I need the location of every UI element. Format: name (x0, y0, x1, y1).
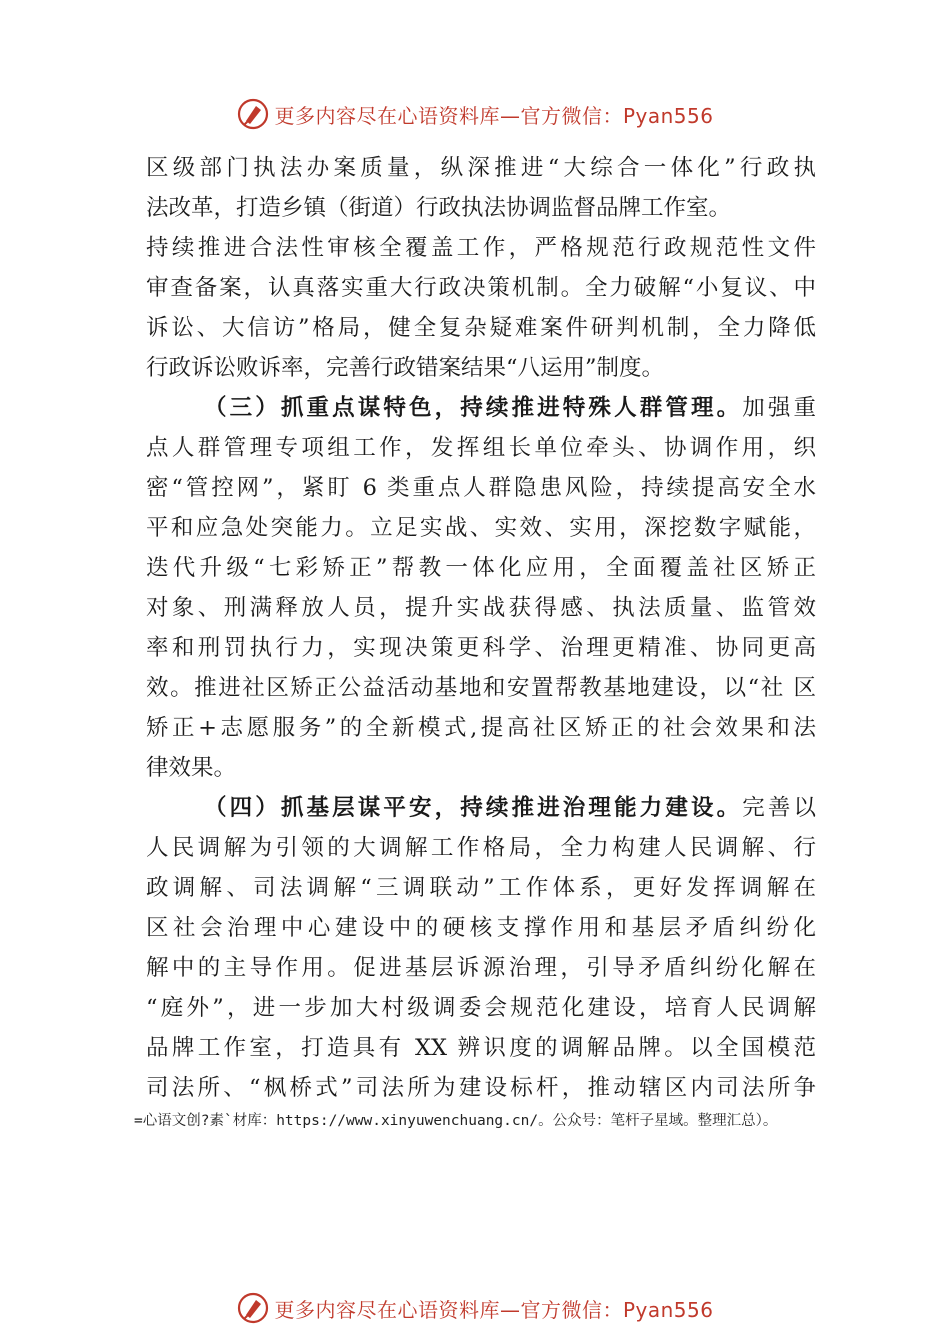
source-footnote: =心语文创?素`材库：https://www.xinyuwenchuang.cn/。公众号：笔杆子星域。整理汇总）。 (134, 1113, 778, 1129)
line-text: 持续推进合法性审核全覆盖工作，严格规范行政规范性文件 (146, 235, 816, 261)
banner-text: 更多内容尽在心语资料库—官方微信：Pyan556 (274, 1297, 714, 1322)
text-line (146, 588, 816, 628)
line-text: 审查备案，认真落实重大行政决策机制。全力破解“小复议、中 (146, 275, 816, 301)
text-line (146, 988, 816, 1028)
line-text: 对象、刑满释放人员，提升实战获得感、执法质量、监管效 (146, 595, 816, 621)
line-text: “庭外”，进一步加大村级调委会规范化建设，培育人民调解 (146, 995, 816, 1021)
line-text: 诉讼、大信访”格局，健全复杂疑难案件研判机制，全力降低 (146, 315, 816, 341)
text-line (146, 508, 816, 548)
text-line (146, 868, 816, 908)
footer-banner (0, 1288, 950, 1328)
text-line (146, 268, 816, 308)
text-line (146, 188, 816, 228)
line-text: 政调解、司法调解“三调联动”工作体系，更好发挥调解在 (146, 875, 816, 901)
text-line (146, 668, 816, 708)
line-text: 矫正+志愿服务”的全新模式,提高社区矫正的社会效果和法 (146, 715, 816, 741)
text-line (146, 428, 816, 468)
text-line (146, 948, 816, 988)
text-line (146, 708, 816, 748)
text-line (146, 468, 816, 508)
text-line (146, 308, 816, 348)
text-line (146, 628, 816, 668)
line-text: 完善以 (742, 795, 816, 821)
text-line (146, 388, 816, 428)
document-body (146, 148, 816, 1108)
line-text: 平和应急处突能力。立足实战、实效、实用，深挖数字赋能， (146, 515, 816, 541)
text-line (146, 748, 816, 788)
text-line (146, 1068, 816, 1108)
line-text: 加强重 (742, 395, 816, 421)
line-text: 行政诉讼败诉率，完善行政错案结果“八运用”制度。 (146, 355, 665, 381)
line-text: 司法所、“枫桥式”司法所为建设标杆，推动辖区内司法所争 (146, 1075, 816, 1101)
text-line (146, 148, 816, 188)
text-line (146, 548, 816, 588)
text-line (146, 828, 816, 868)
line-text: 品牌工作室，打造具有 XX 辨识度的调解品牌。以全国模范 (146, 1035, 816, 1061)
banner-text: 更多内容尽在心语资料库—官方微信：Pyan556 (274, 103, 714, 128)
line-text: 率和刑罚执行力，实现决策更科学、治理更精准、协同更高 (146, 635, 816, 661)
section-heading: （三）抓重点谋特色，持续推进特殊人群管理。 (204, 395, 743, 421)
line-text: 效。推进社区矫正公益活动基地和安置帮教基地建设，以“社 区 (146, 675, 816, 701)
line-text: 解中的主导作用。促进基层诉源治理，引导矛盾纠纷化解在 (146, 955, 816, 981)
line-text: 迭代升级“七彩矫正”帮教一体化应用，全面覆盖社区矫正 (146, 555, 816, 581)
text-line (146, 348, 816, 388)
text-line (146, 228, 816, 268)
section-heading: （四）抓基层谋平安，持续推进治理能力建设。 (204, 795, 743, 821)
pen-nib-logo-icon (236, 1291, 270, 1325)
text-line (146, 788, 816, 828)
line-text: 法改革，打造乡镇（街道）行政执法协调监督品牌工作室。 (146, 195, 732, 221)
line-text: 律效果。 (146, 755, 237, 781)
text-line (146, 908, 816, 948)
line-text: 区社会治理中心建设中的硬核支撑作用和基层矛盾纠纷化 (146, 915, 816, 941)
pen-nib-logo-icon (236, 97, 270, 131)
line-text: 密“管控网”，紧盯 6 类重点人群隐患风险，持续提高安全水 (146, 475, 816, 501)
line-text: 人民调解为引领的大调解工作格局，全力构建人民调解、行 (146, 835, 816, 861)
text-line (146, 1028, 816, 1068)
line-text: 区级部门执法办案质量，纵深推进“大综合一体化”行政执 (146, 155, 816, 181)
header-banner (0, 94, 950, 134)
line-text: 点人群管理专项组工作，发挥组长单位牵头、协调作用，织 (146, 435, 816, 461)
